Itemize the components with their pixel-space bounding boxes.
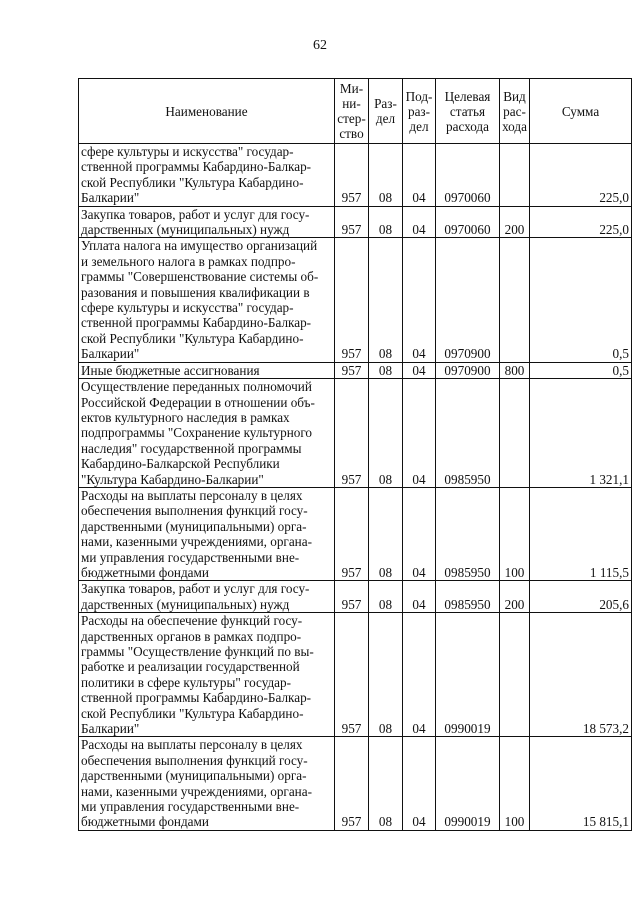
- table-row: [79, 144, 632, 207]
- cell-name: Осуществление переданных полномочий Российской Федерации в отношении объ- ектов культурного наследия в рамках подпрограммы "Сохранение культурного наследия" государственной программы Кабардино-Балкарской Республики "Культура Кабардино-Балкарии": [79, 379, 335, 488]
- table-row: [79, 487, 632, 580]
- cell-subsection: 04: [403, 144, 436, 207]
- cell-ministry: 957: [335, 238, 369, 362]
- cell-expense-type: [500, 144, 530, 207]
- table-row: [79, 581, 632, 613]
- cell-section: 08: [369, 144, 403, 207]
- cell-target-article: 0990019: [436, 613, 500, 737]
- cell-subsection: 04: [403, 737, 436, 830]
- cell-target-article: 0985950: [436, 487, 500, 580]
- cell-name: Расходы на выплаты персоналу в целях обеспечения выполнения функций госу- дарственными (муниципальными) орга- нами, казенными учреждениями, органа- ми управления государственными вне- бюджетными фондами: [79, 737, 335, 830]
- table-row: [79, 362, 632, 378]
- cell-ministry: 957: [335, 206, 369, 238]
- column-header-amount: Сумма: [530, 79, 632, 144]
- cell-name: Расходы на обеспечение функций госу- дарственных органов в рамках подпро- граммы "Осуществление функций по вы- работке и реализации государственной политики в сфере культуры" государ- ственной программы Кабардино-Балкар- ской Республики "Культура Кабардино- Балкарии": [79, 613, 335, 737]
- cell-expense-type: [500, 379, 530, 488]
- column-header-section: Раз- дел: [369, 79, 403, 144]
- cell-subsection: 04: [403, 613, 436, 737]
- cell-ministry: 957: [335, 737, 369, 830]
- cell-amount: 18 573,2: [530, 613, 632, 737]
- table-row: [79, 613, 632, 737]
- cell-expense-type: 100: [500, 737, 530, 830]
- cell-target-article: 0970900: [436, 238, 500, 362]
- cell-target-article: 0985950: [436, 379, 500, 488]
- cell-name: Расходы на выплаты персоналу в целях обеспечения выполнения функций госу- дарственными (муниципальными) орга- нами, казенными учреждениями, органа- ми управления государственными вне- бюджетными фондами: [79, 487, 335, 580]
- cell-name: Иные бюджетные ассигнования: [79, 362, 335, 378]
- cell-subsection: 04: [403, 362, 436, 378]
- cell-amount: 1 115,5: [530, 487, 632, 580]
- cell-amount: 205,6: [530, 581, 632, 613]
- table-row: [79, 238, 632, 362]
- cell-amount: 0,5: [530, 362, 632, 378]
- cell-amount: 0,5: [530, 238, 632, 362]
- cell-target-article: 0985950: [436, 581, 500, 613]
- cell-section: 08: [369, 487, 403, 580]
- cell-amount: 225,0: [530, 206, 632, 238]
- table-row: [79, 206, 632, 238]
- cell-target-article: 0990019: [436, 737, 500, 830]
- cell-target-article: 0970060: [436, 206, 500, 238]
- cell-subsection: 04: [403, 487, 436, 580]
- cell-section: 08: [369, 362, 403, 378]
- cell-target-article: 0970900: [436, 362, 500, 378]
- cell-section: 08: [369, 206, 403, 238]
- cell-section: 08: [369, 737, 403, 830]
- table-body: [79, 144, 632, 831]
- cell-ministry: 957: [335, 487, 369, 580]
- cell-section: 08: [369, 238, 403, 362]
- cell-name: Закупка товаров, работ и услуг для госу- дарственных (муниципальных) нужд: [79, 581, 335, 613]
- cell-subsection: 04: [403, 581, 436, 613]
- cell-target-article: 0970060: [436, 144, 500, 207]
- table-header: [79, 79, 632, 144]
- cell-amount: 1 321,1: [530, 379, 632, 488]
- cell-ministry: 957: [335, 379, 369, 488]
- cell-ministry: 957: [335, 362, 369, 378]
- budget-table: [78, 78, 632, 831]
- cell-expense-type: 200: [500, 206, 530, 238]
- column-header-target-article: Целевая статья расхода: [436, 79, 500, 144]
- cell-section: 08: [369, 613, 403, 737]
- cell-expense-type: [500, 238, 530, 362]
- cell-section: 08: [369, 581, 403, 613]
- cell-subsection: 04: [403, 238, 436, 362]
- column-header-ministry: Ми- ни- стер- ство: [335, 79, 369, 144]
- cell-subsection: 04: [403, 379, 436, 488]
- cell-amount: 15 815,1: [530, 737, 632, 830]
- page-number: 62: [313, 38, 327, 53]
- cell-amount: 225,0: [530, 144, 632, 207]
- cell-ministry: 957: [335, 613, 369, 737]
- table-row: [79, 737, 632, 830]
- cell-name: сфере культуры и искусства" государ- ственной программы Кабардино-Балкар- ской Республики "Культура Кабардино- Балкарии": [79, 144, 335, 207]
- table-row: [79, 379, 632, 488]
- cell-name: Уплата налога на имущество организаций и земельного налога в рамках подпро- граммы "Совершенствование системы об- разования и повышения квалификации в сфере культуры и искусства" государ- ственной программы Кабардино-Балкар- ской Республики "Культура Кабардино- Балкарии": [79, 238, 335, 362]
- cell-ministry: 957: [335, 144, 369, 207]
- cell-ministry: 957: [335, 581, 369, 613]
- cell-expense-type: [500, 613, 530, 737]
- cell-name: Закупка товаров, работ и услуг для госу- дарственных (муниципальных) нужд: [79, 206, 335, 238]
- cell-section: 08: [369, 379, 403, 488]
- column-header-expense-type: Вид рас- хода: [500, 79, 530, 144]
- cell-expense-type: 100: [500, 487, 530, 580]
- column-header-name: Наименование: [79, 79, 335, 144]
- cell-expense-type: 800: [500, 362, 530, 378]
- cell-expense-type: 200: [500, 581, 530, 613]
- cell-subsection: 04: [403, 206, 436, 238]
- column-header-subsection: Под- раз- дел: [403, 79, 436, 144]
